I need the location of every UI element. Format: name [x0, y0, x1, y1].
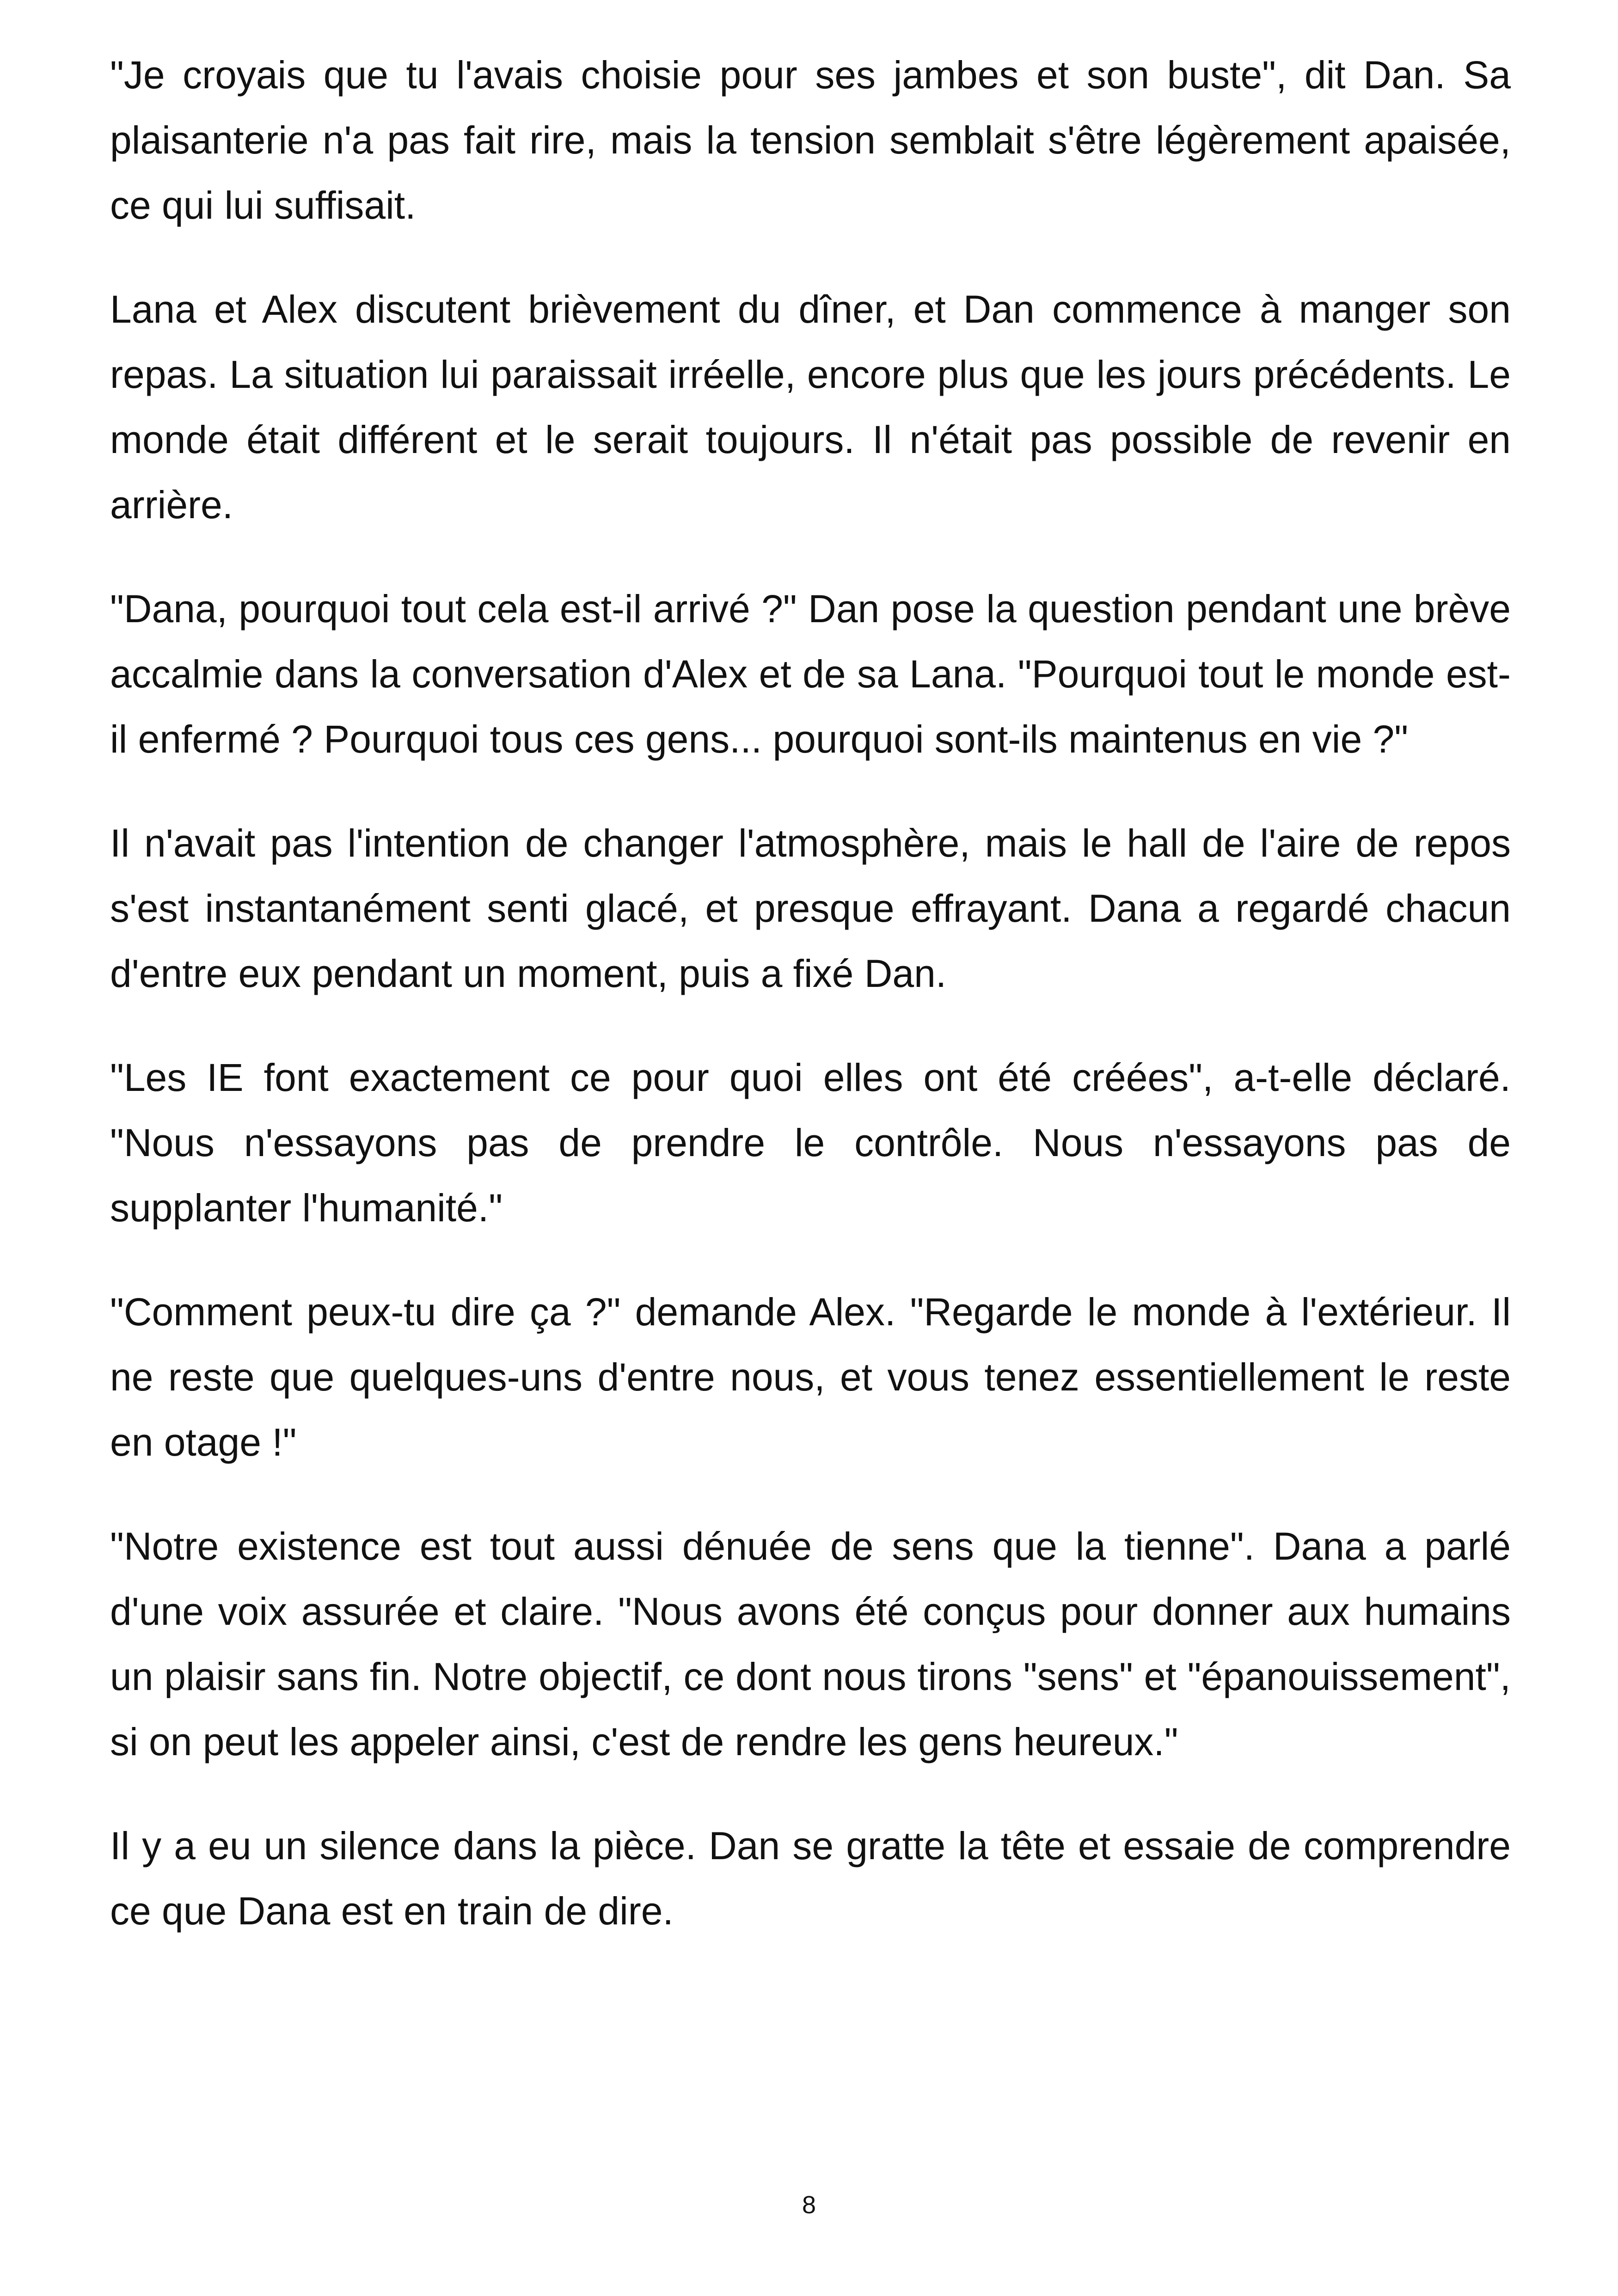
paragraph: "Je croyais que tu l'avais choisie pour ses jambes et son buste", dit Dan. Sa plaisanterie n'a pas fait rire, mais la tension semblait s'être légèrement apaisée, ce qui lui suffisait.	[110, 53, 1511, 227]
paragraph: Lana et Alex discutent brièvement du dîner, et Dan commence à manger son repas. La situation lui paraissait irréelle, encore plus que les jours précédents. Le monde était différent et le serait toujours. Il n'était pas possible de revenir en arrière.	[110, 288, 1511, 527]
paragraph: "Notre existence est tout aussi dénuée de sens que la tienne". Dana a parlé d'une voix assurée et claire. "Nous avons été conçus pour donner aux humains un plaisir sans fin. Notre objectif, ce dont nous tirons "sens" et "épanouissement", si on peut les appeler ainsi, c'est de rendre les gens heureux."	[110, 1525, 1511, 1763]
paragraph: "Dana, pourquoi tout cela est-il arrivé ?" Dan pose la question pendant une brève accalmie dans la conversation d'Alex et de sa Lana. "Pourquoi tout le monde est-il enfermé ? Pourquoi tous ces gens... pourquoi sont-ils maintenus en vie ?"	[110, 587, 1511, 761]
paragraph: Il n'avait pas l'intention de changer l'atmosphère, mais le hall de l'aire de repos s'est instantanément senti glacé, et presque effrayant. Dana a regardé chacun d'entre eux pendant un moment, puis a fixé Dan.	[110, 821, 1511, 995]
paragraph: "Comment peux-tu dire ça ?" demande Alex. "Regarde le monde à l'extérieur. Il ne reste que quelques-uns d'entre nous, et vous tenez essentiellement le reste en otage !"	[110, 1290, 1511, 1464]
paragraph: Il y a eu un silence dans la pièce. Dan se gratte la tête et essaie de comprendre ce que Dana est en train de dire.	[110, 1824, 1511, 1933]
body-text	[110, 43, 1511, 1944]
paragraph: "Les IE font exactement ce pour quoi elles ont été créées", a-t-elle déclaré. "Nous n'essayons pas de prendre le contrôle. Nous n'essayons pas de supplanter l'humanité."	[110, 1056, 1511, 1230]
page-number: 8	[802, 2191, 816, 2219]
